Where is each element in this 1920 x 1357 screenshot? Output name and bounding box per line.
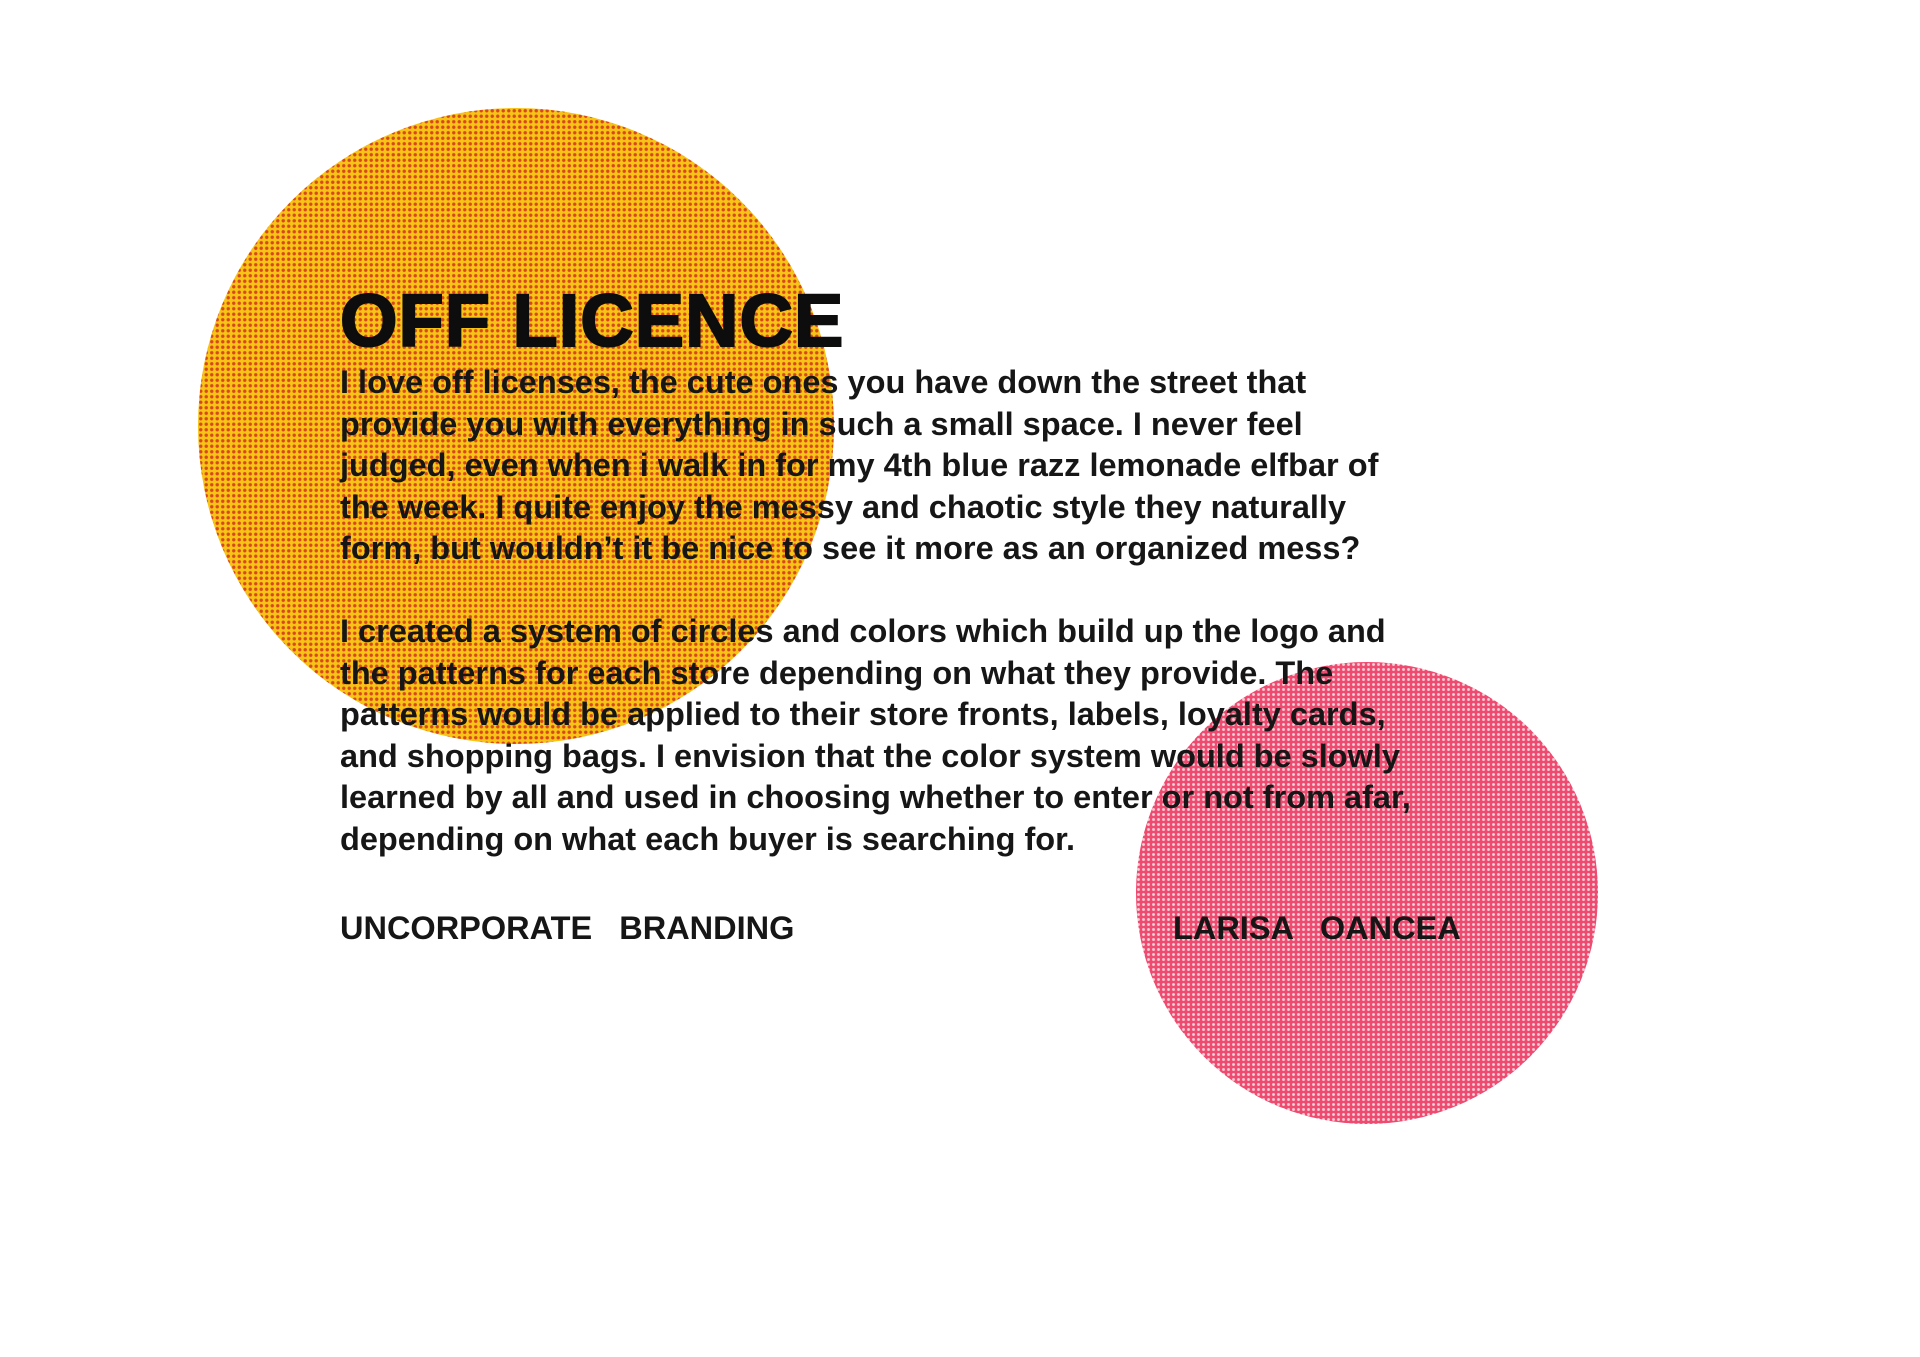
system-paragraph: I created a system of circles and colors which build up the logo and the patterns for each store depending on what they provide. The patterns would be applied to their store fronts, labels, loyalty cards, and shopping bags. I envision that the color system would be slowly learned by all and used in choosing whether to enter or not from afar, depending on what each buyer is searching for. — [340, 613, 1411, 857]
project-label: UNCORPORATE BRANDING — [340, 910, 795, 946]
intro-paragraph: I love off licenses, the cute ones you have down the street that provide you with everything in such a small space. I never feel judged, even when i walk in for my 4th blue razz lemonade elfbar of the week. I quite enjoy the messy and chaotic style they naturally form, but wouldn’t it be nice to see it more as an organized mess? — [340, 364, 1379, 566]
author-name: LARISA OANCEA — [1173, 910, 1461, 946]
page-title: OFF LICENCE — [340, 279, 845, 362]
text-block — [340, 276, 1520, 860]
